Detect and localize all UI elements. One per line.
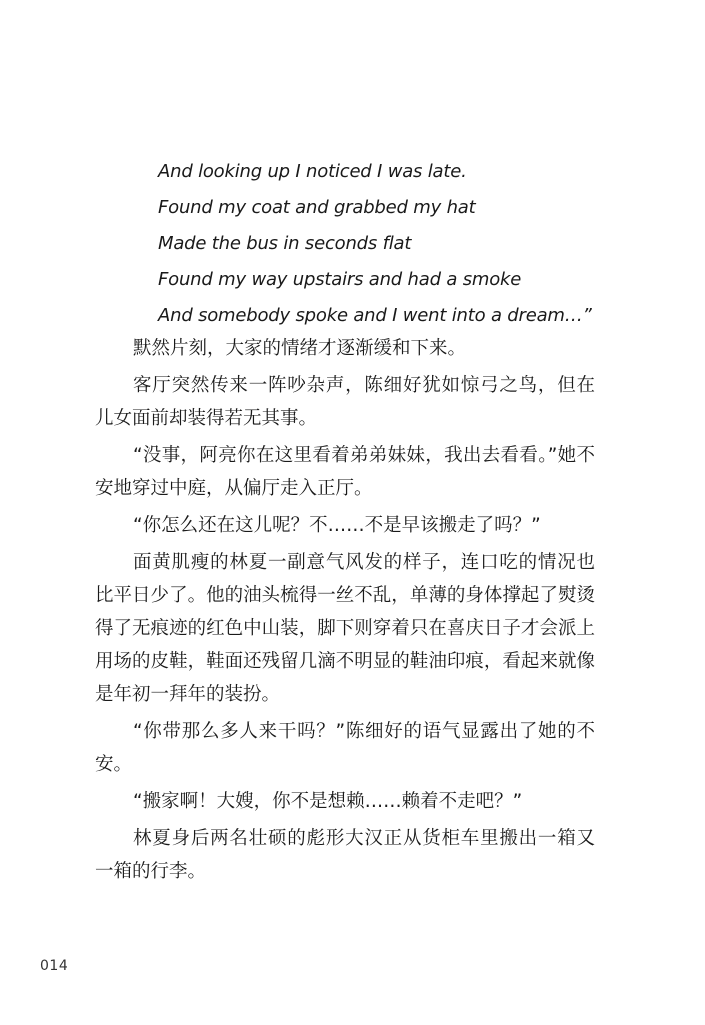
paragraph: “你带那么多人来干吗？”陈细好的语气显露出了她的不安。 — [95, 721, 595, 775]
paragraph: “搬家啊！大嫂，你不是想赖……赖着不走吧？” — [133, 791, 523, 812]
paragraph: 默然片刻，大家的情绪才逐渐缓和下来。 — [133, 338, 467, 359]
paragraph: “没事，阿亮你在这里看着弟弟妹妹，我出去看看。”她不安地穿过中庭，从偏厅走入正厅。 — [95, 445, 595, 499]
lyric-line: And somebody spoke and I went into a dream…” — [158, 305, 592, 326]
lyric-line: Found my way upstairs and had a smoke — [158, 269, 522, 290]
song-lyrics-block — [158, 154, 628, 334]
lyric-line: Found my coat and grabbed my hat — [158, 197, 476, 218]
paragraph: 面黄肌瘦的林夏一副意气风发的样子，连口吃的情况也比平日少了。他的油头梳得一丝不乱，单薄的身体撑起了熨烫得了无痕迹的红色中山装，脚下则穿着只在喜庆日子才会派上用场的皮鞋，鞋面还残留几滴不明显的鞋油印痕，看起来就像是年初一拜年的装扮。 — [95, 552, 595, 705]
paragraph: 林夏身后两名壮硕的彪形大汉正从货柜车里搬出一箱又一箱的行李。 — [95, 828, 595, 882]
page-number: 014 — [40, 958, 69, 974]
body-text — [95, 332, 595, 892]
paragraph: “你怎么还在这儿呢？不……不是早该搬走了吗？” — [133, 515, 541, 536]
paragraph: 客厅突然传来一阵吵杂声，陈细好犹如惊弓之鸟，但在儿女面前却装得若无其事。 — [95, 375, 595, 429]
lyric-line: And looking up I noticed I was late. — [158, 161, 467, 182]
lyric-line: Made the bus in seconds flat — [158, 233, 412, 254]
